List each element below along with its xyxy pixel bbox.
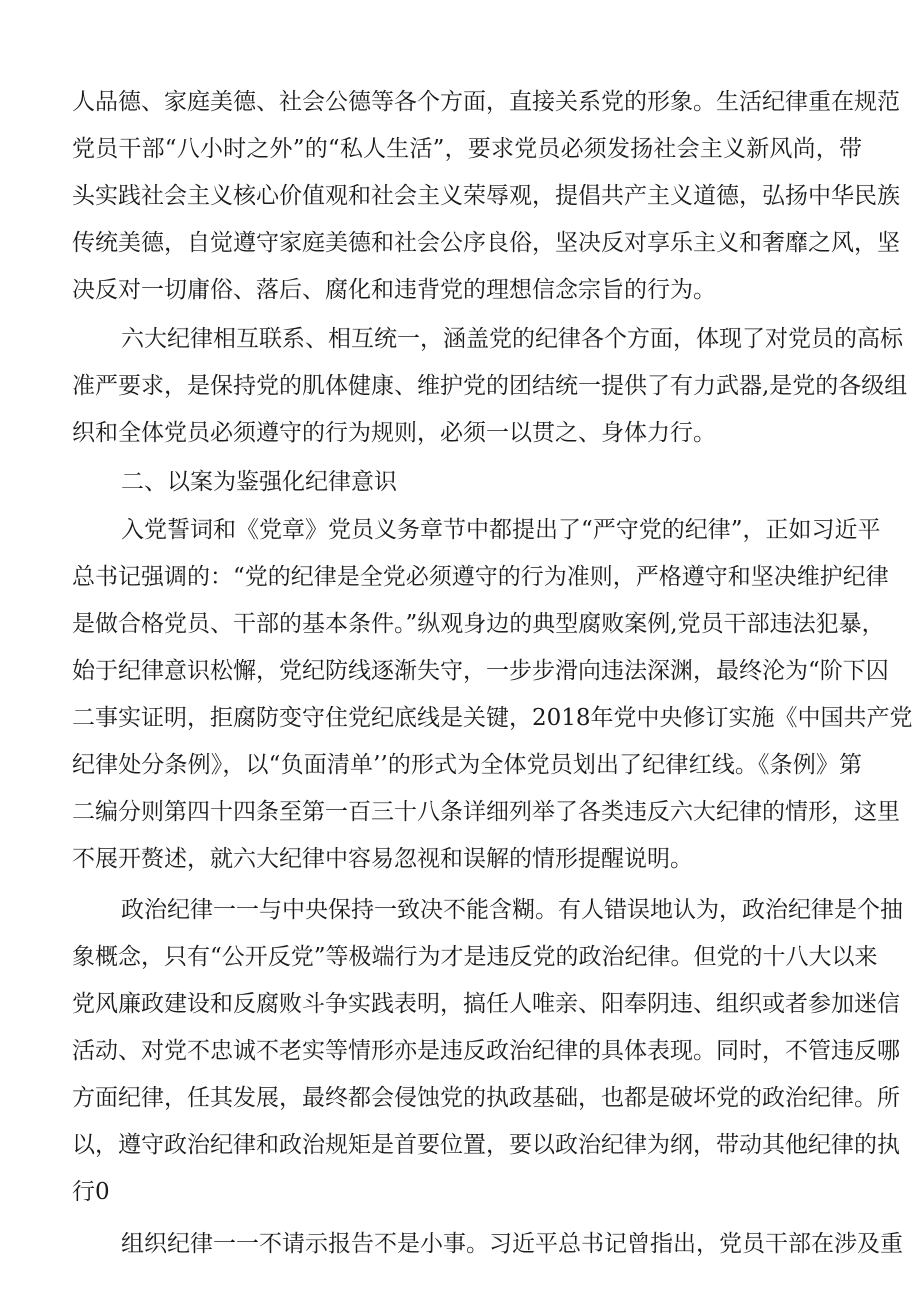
text-line: 织和全体党员必须遵守的行为规则，必须一以贯之、身体力行。 xyxy=(72,420,716,446)
text-line: 始于纪律意识松懈，党纪防线逐渐失守，一步步滑向违法深渊，最终沦为“阶下囚 xyxy=(72,658,889,684)
text-line: 入党誓词和《党章》党员义务章节中都提出了“严守党的纪律”，正如习近平 xyxy=(121,517,881,543)
text-line: 以，遵守政治纪律和政治规矩是首要位置，要以政治纪律为纲，带动其他纪律的执 xyxy=(72,1132,900,1158)
text-line: 头实践社会主义核心价值观和社会主义荣辱观，提倡共产主义道德，弘扬中华民族 xyxy=(72,183,900,209)
text-line: 党员干部“八小时之外”的“私人生活”，要求党员必须发扬社会主义新风尚，带 xyxy=(72,136,862,162)
text-line: 活动、对党不忠诚不老实等情形亦是违反政治纪律的具体表现。同时，不管违反哪 xyxy=(72,1038,900,1064)
text-line: 是做合格党员、干部的基本条件。”纵观身边的典型腐败案例,党员干部违法犯暴， xyxy=(72,611,885,637)
text-line: 二编分则第四十四条至第一百三十八条详细列举了各类违反六大纪律的情形，这里 xyxy=(72,799,900,825)
text-line: 方面纪律，任其发展，最终都会侵蚀党的执政基础，也都是破坏党的政治纪律。所 xyxy=(72,1085,900,1111)
text-line: 准严要求，是保持党的肌体健康、维护党的团结统一提供了有力武器,是党的各级组 xyxy=(72,373,908,399)
text-line: 二事实证明，拒腐防变守住党纪底线是关键，2018年党中央修订实施《中国共产党 xyxy=(72,705,913,731)
section-heading: 二、以案为鉴强化纪律意识 xyxy=(121,469,397,495)
text-line: 组织纪律一一不请示报告不是小事。习近平总书记曾指出，党员干部在涉及重 xyxy=(121,1231,903,1257)
text-line: 六大纪律相互联系、相互统一，涵盖党的纪律各个方面，体现了对党员的高标 xyxy=(121,326,903,352)
text-line: 传统美德，自觉遵守家庭美德和社会公序良俗，坚决反对享乐主义和奢靡之风，坚 xyxy=(72,230,900,256)
text-line: 不展开赘述，就六大纪律中容易忽视和误解的情形提醒说明。 xyxy=(72,846,693,872)
text-line: 行0 xyxy=(72,1179,110,1205)
text-line: 象概念，只有“公开反党”等极端行为才是违反党的政治纪律。但党的十八大以来 xyxy=(72,944,878,970)
text-line: 政治纪律一一与中央保持一致决不能含糊。有人错误地认为，政治纪律是个抽 xyxy=(121,897,903,923)
text-line: 决反对一切庸俗、落后、腐化和违背党的理想信念宗旨的行为。 xyxy=(72,277,716,303)
text-line: 纪律处分条例》，以“负面清单’’的形式为全体党员划出了纪律红线。《条例》第 xyxy=(72,752,862,778)
text-line: 党风廉政建设和反腐败斗争实践表明，搞任人唯亲、阳奉阴违、组织或者参加迷信 xyxy=(72,991,900,1017)
text-line: 总书记强调的：“党的纪律是全党必须遵守的行为准则，严格遵守和坚决维护纪律 xyxy=(72,564,889,590)
text-line: 人品德、家庭美德、社会公德等各个方面，直接关系党的形象。生活纪律重在规范 xyxy=(72,89,900,115)
